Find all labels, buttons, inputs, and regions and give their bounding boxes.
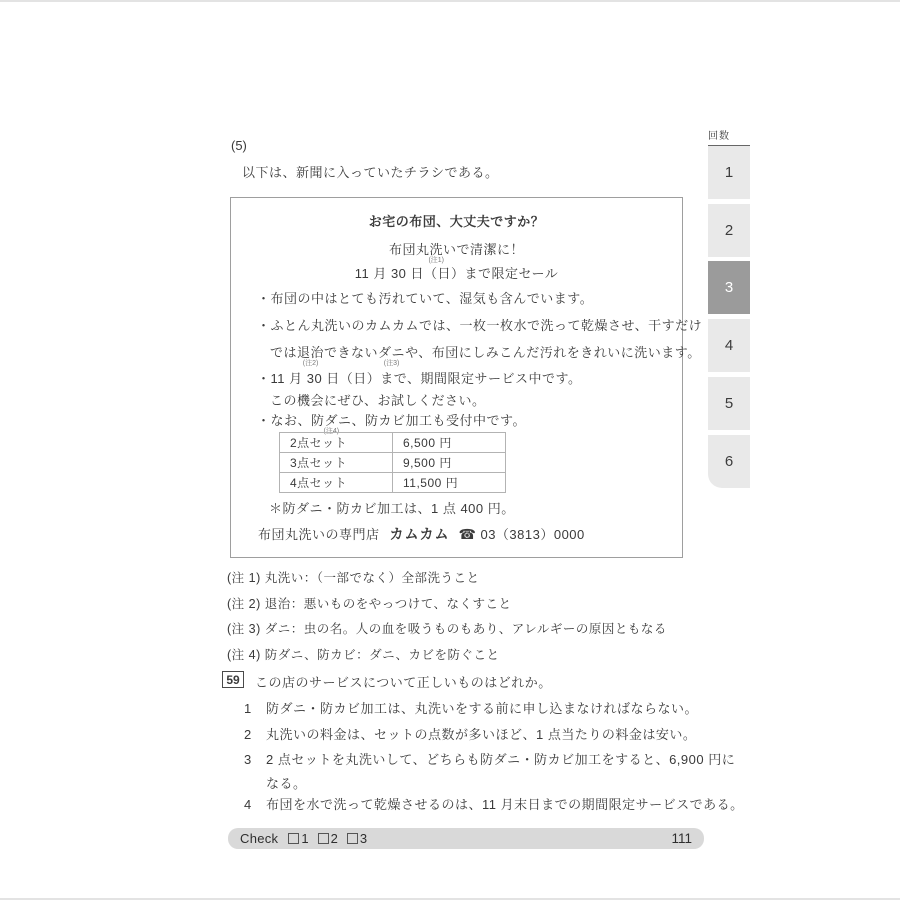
- bullet6-post: 、防カビ加工も受付中です。: [351, 413, 526, 428]
- flyer-shop-line: [258, 524, 585, 544]
- bullet3-word1: 退治: [297, 345, 325, 360]
- option-number: 4: [244, 797, 252, 812]
- page-number: 111: [671, 831, 692, 846]
- question-text: この店のサービスについて正しいものはどれか。: [255, 675, 552, 690]
- flyer-bullet-3: [270, 342, 701, 367]
- option-number: 2: [244, 727, 252, 742]
- section-number: (5): [231, 138, 247, 153]
- note-item: (注 1) 丸洗い：（一部でなく）全部洗うこと: [227, 571, 480, 585]
- option-number: 3: [244, 752, 252, 767]
- shop-name: カムカム: [389, 526, 450, 542]
- flyer-date-line: 11 月 30 日（日）まで限定セール: [354, 266, 559, 281]
- check-bar: [228, 828, 704, 849]
- tab-5[interactable]: 5: [708, 377, 750, 430]
- flyer-bullet-5: この機会にぜひ、お試しください。: [270, 393, 486, 408]
- shop-label: 布団丸洗いの専門店: [258, 527, 380, 542]
- option-3: [244, 749, 735, 768]
- note-ref-2: (注2): [302, 360, 319, 367]
- set-cell: 3点セット: [280, 453, 393, 473]
- price-table: [279, 432, 506, 493]
- checkbox-icon[interactable]: [288, 833, 299, 844]
- checkbox-icon[interactable]: [347, 833, 358, 844]
- subtitle-pre: 布団: [388, 242, 416, 257]
- subtitle-post: で清潔に！: [456, 242, 525, 257]
- check-label: Check: [240, 831, 279, 846]
- check-item-3[interactable]: [347, 831, 367, 846]
- bullet3-post: や、布団にしみこんだ汚れをきれいに洗います。: [405, 345, 701, 360]
- flyer-title: お宅の布団、大丈夫ですか？: [368, 214, 545, 229]
- table-row: [280, 473, 506, 493]
- annotated-word: [378, 342, 406, 367]
- bullet3-pre: では: [270, 345, 298, 360]
- annotated-word: [297, 342, 325, 367]
- flyer-bullet-1: ・布団の中はとても汚れていて、湿気も含んでいます。: [257, 291, 594, 306]
- flyer-bullet-2: ・ふとん丸洗いのカムカムでは、一枚一枚水で洗って乾燥させ、干すだけ: [257, 318, 703, 333]
- table-row: [280, 433, 506, 453]
- set-cell: 4点セット: [280, 473, 393, 493]
- flyer-subtitle: [231, 239, 682, 264]
- checkbox-group: [288, 831, 367, 846]
- option-text: 2 点セットを丸洗いして、どちらも防ダニ・防カビ加工をすると、6,900 円に: [266, 752, 736, 767]
- question-number-box: 59: [222, 671, 244, 688]
- option-2: [244, 724, 696, 743]
- bullet3-mid: できない: [324, 345, 379, 360]
- subtitle-word: 丸洗い: [415, 242, 457, 257]
- annotated-word: [311, 410, 352, 435]
- flyer-bullet-4: ・11 月 30 日（日）まで、期間限定サービス中です。: [257, 371, 582, 386]
- set-cell: 2点セット: [280, 433, 393, 453]
- option-text: 布団を水で洗って乾燥させるのは、11 月末日までの期間限定サービスである。: [266, 797, 744, 812]
- note-item: (注 2) 退治：悪いものをやっつけて、なくすこと: [227, 596, 512, 611]
- tab-1[interactable]: 1: [708, 146, 750, 199]
- bullet6-pre: ・なお、: [257, 413, 312, 428]
- option-text: 防ダニ・防カビ加工は、丸洗いをする前に申し込まなければならない。: [266, 701, 699, 716]
- bullet3-word2: ダニ: [378, 345, 406, 360]
- price-cell: 6,500 円: [393, 433, 506, 453]
- tab-6[interactable]: 6: [708, 435, 750, 488]
- intro-text: 以下は、新聞に入っていたチラシである。: [242, 165, 499, 180]
- flyer-box: [230, 197, 703, 558]
- price-cell: 11,500 円: [393, 473, 506, 493]
- option-text: 丸洗いの料金は、セットの点数が多いほど、1 点当たりの料金は安い。: [266, 727, 697, 742]
- page-top-edge: [0, 0, 900, 2]
- check-item-1[interactable]: [288, 831, 308, 846]
- shop-phone: 03（3813）0000: [480, 527, 585, 542]
- option-number: 1: [244, 701, 252, 716]
- price-cell: 9,500 円: [393, 453, 506, 473]
- notes-list: [227, 566, 667, 669]
- option-1: [244, 698, 698, 717]
- tab-3-active[interactable]: 3: [708, 261, 750, 314]
- checkbox-icon[interactable]: [318, 833, 329, 844]
- annotated-word: [415, 239, 457, 264]
- checkbox-number: 2: [330, 831, 338, 846]
- note-ref-4: (注4): [323, 428, 340, 435]
- note-ref-3: (注3): [383, 360, 400, 367]
- flyer-footnote: ＊防ダニ・防カビ加工は、1 点 400 円。: [269, 501, 515, 516]
- flyer-bullet-6: [257, 410, 526, 435]
- note-ref-1: (注1): [428, 257, 445, 264]
- table-row: [280, 453, 506, 473]
- checkbox-number: 1: [301, 831, 309, 846]
- option-3-continued: なる。: [266, 776, 307, 791]
- note-item: (注 4) 防ダニ、防カビ：ダニ、カビを防ぐこと: [227, 648, 500, 663]
- option-4: [244, 794, 744, 813]
- check-item-2[interactable]: [318, 831, 338, 846]
- tab-4[interactable]: 4: [708, 319, 750, 372]
- tab-2[interactable]: 2: [708, 204, 750, 257]
- checkbox-number: 3: [359, 831, 368, 846]
- bullet6-word1: 防ダニ: [311, 413, 352, 428]
- tab-column-header: 回数: [708, 127, 750, 146]
- phone-icon: ☎: [458, 526, 477, 542]
- note-item: (注 3) ダニ：虫の名。人の血を吸うものもあり、アレルギーの原因ともなる: [227, 622, 667, 637]
